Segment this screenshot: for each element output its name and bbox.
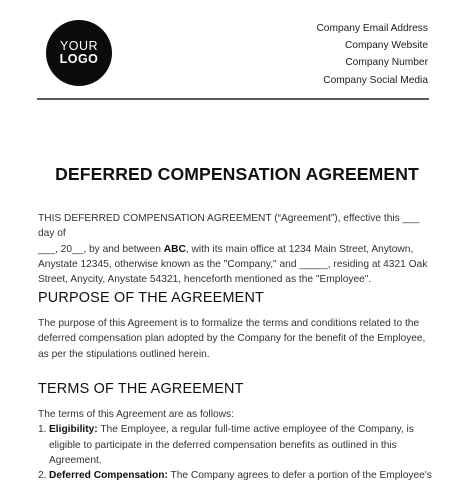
company-number: Company Number — [345, 57, 428, 69]
list-number: 1. — [38, 424, 47, 436]
company-logo — [46, 20, 112, 86]
intro-text: , with its main office at 1234 Main Street, Anytown, — [185, 243, 414, 255]
term-text: eligible to participate in the deferred compensation benefits as outlined in this — [49, 439, 397, 451]
purpose-paragraph — [38, 316, 434, 362]
company-website: Company Website — [344, 40, 428, 52]
term-text: Agreement. — [49, 454, 102, 466]
term-label: Eligibility: — [49, 424, 98, 436]
intro-line-3: Anystate 12345, otherwise known as the "Company," and _____, residing at 4321 Oak — [38, 258, 428, 270]
company-email: Company Email Address — [316, 23, 428, 34]
intro-line-2 — [38, 242, 434, 257]
logo-line-2: LOGO — [59, 52, 99, 66]
term-label: Deferred Compensation: — [49, 470, 168, 482]
terms-intro: The terms of this Agreement are as follows: — [38, 409, 234, 420]
list-item-body — [49, 468, 432, 483]
company-name: ABC — [163, 243, 186, 255]
purpose-line-2: deferred compensation plan adopted by the Company for the benefit of the Employee, — [38, 333, 426, 345]
intro-line-1: THIS DEFERRED COMPENSATION AGREEMENT (“Agreement”), effective this ___ day of — [38, 213, 420, 240]
term-text: The Company agrees to defer a portion of the Employee's — [167, 470, 432, 482]
list-item-body — [49, 422, 414, 468]
term-text: The Employee, a regular full-time active employee of the Company, is — [97, 424, 414, 436]
purpose-line-3: as per the stipulations outlined herein. — [38, 348, 210, 360]
document-title: DEFERRED COMPENSATION AGREEMENT — [55, 164, 419, 184]
company-contact-block — [316, 20, 428, 89]
intro-text: ___, 20__, by and between — [38, 243, 164, 255]
company-social-media: Company Social Media — [323, 74, 428, 86]
logo-line-1: YOUR — [59, 38, 99, 53]
terms-list — [38, 407, 434, 483]
terms-heading: TERMS OF THE AGREEMENT — [38, 381, 244, 397]
header-divider — [37, 98, 429, 100]
list-item — [38, 422, 434, 468]
list-item — [38, 468, 434, 483]
purpose-heading: PURPOSE OF THE AGREEMENT — [38, 290, 265, 306]
purpose-line-1: The purpose of this Agreement is to formalize the terms and conditions related to the — [38, 318, 420, 329]
list-number: 2. — [38, 470, 47, 482]
intro-paragraph — [38, 211, 434, 287]
intro-line-4: Street, Anycity, Anystate 54321, henceforth mentioned as the "Employee". — [38, 274, 372, 286]
